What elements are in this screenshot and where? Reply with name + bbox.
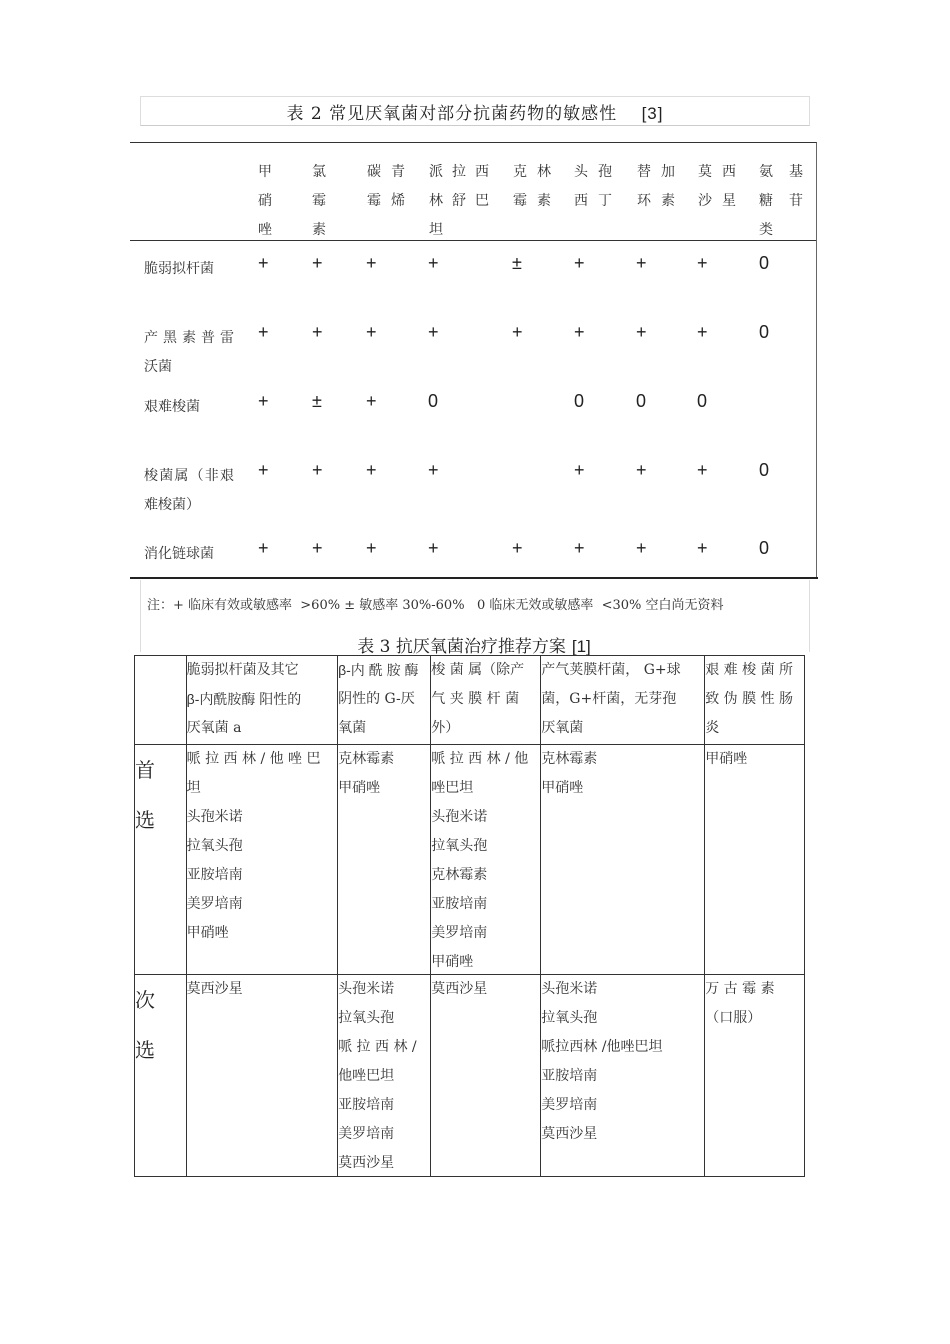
table3-cell: 头孢米诺 拉氧头孢 哌拉西林 /他唑巴坦 亚胺培南 美罗培南 莫西沙星	[541, 975, 705, 1177]
table2-header-tigecycline: 替 加 环素	[637, 164, 675, 209]
table2-row-label: 消化链球菌	[144, 546, 214, 562]
table3-cell: 莫西沙星	[186, 975, 337, 1177]
table2-cell: 0	[759, 538, 770, 558]
table3-cell: 莫西沙星	[431, 975, 541, 1177]
table3-title: 表 3 抗厌氧菌治疗推荐方案	[357, 637, 566, 657]
table2-cell: +	[312, 538, 323, 558]
table3-header-corner	[135, 656, 187, 745]
table2-row-label: 脆弱拟杆菌	[144, 261, 214, 277]
table2-cell: +	[697, 538, 708, 558]
table2-cell: +	[697, 253, 708, 273]
table2-cell: +	[258, 538, 269, 558]
table2-cell: +	[428, 253, 439, 273]
table3-header-blactamase-negative: β-内 酰 胺 酶 阴性的 G-厌 氧菌	[338, 656, 431, 745]
table2-cell: +	[512, 538, 523, 558]
table2-cell: +	[636, 460, 647, 480]
table2-header-metronidazole: 甲 硝 唑	[258, 164, 272, 238]
table2-cell: +	[636, 322, 647, 342]
table3-header-row	[135, 656, 805, 745]
table3-header-bacteroides: 脆弱拟杆菌及其它 β-内酰胺酶 阳性的 厌氧菌 a	[186, 656, 337, 745]
table2-cell: 0	[574, 391, 585, 411]
table3-ref: [1]	[571, 637, 591, 656]
table2-cell: 0	[759, 253, 770, 273]
table2-cell: +	[258, 253, 269, 273]
table2-cell: 0	[697, 391, 708, 411]
table3-title-box	[140, 632, 808, 657]
table3	[134, 655, 805, 1177]
table3-cell: 甲硝唑	[705, 745, 805, 975]
table2-cell: +	[258, 460, 269, 480]
table3-row-label: 首 选	[135, 745, 187, 975]
table2-cell: +	[428, 460, 439, 480]
table2-cell: +	[312, 322, 323, 342]
table2-header-moxifloxacin: 莫 西 沙星	[698, 164, 736, 209]
table2-title-box	[140, 96, 810, 126]
table3-cell: 万 古 霉 素 （口服）	[705, 975, 805, 1177]
table2-cell: +	[512, 322, 523, 342]
table2-row-label: 梭菌属（非艰 难梭菌）	[144, 468, 234, 513]
table3-row-label: 次 选	[135, 975, 187, 1177]
table2-header-clindamycin: 克 林 霉素	[513, 164, 551, 209]
table2-cell: +	[697, 322, 708, 342]
table3-cell: 哌 拉 西 林 / 他 唑 巴 坦 头孢米诺 拉氧头孢 亚胺培南 美罗培南 甲硝唑	[186, 745, 337, 975]
table2-cell: +	[428, 538, 439, 558]
table3-header-clostridium: 梭 菌 属（除产 气 夹 膜 杆 菌 外）	[431, 656, 541, 745]
table2-cell: +	[574, 322, 585, 342]
table2-cell: ±	[312, 391, 322, 411]
table3-cell: 哌 拉 西 林 / 他 唑巴坦 头孢米诺 拉氧头孢 克林霉素 亚胺培南 美罗培南 甲硝唑	[431, 745, 541, 975]
table2-cell: +	[366, 460, 377, 480]
table2-bottom-rule	[130, 577, 818, 579]
table2-cell: +	[636, 538, 647, 558]
table2-cell: 0	[759, 322, 770, 342]
table3-row-first-choice	[135, 745, 805, 975]
table2-header-chloramphenicol: 氯 霉 素	[312, 164, 326, 238]
table2-cell: +	[636, 253, 647, 273]
table2-cell: 0	[428, 391, 439, 411]
table2-cell: ±	[512, 253, 522, 273]
table2-cell: +	[574, 253, 585, 273]
table2-cell: +	[366, 322, 377, 342]
table2-cell: +	[312, 460, 323, 480]
table2-row-label: 艰难梭菌	[144, 399, 200, 415]
table2-cell: +	[258, 322, 269, 342]
table3-cell: 克林霉素 甲硝唑	[338, 745, 431, 975]
table2-header-aminoglycosides: 氨 基 糖 苷 类	[759, 164, 803, 238]
table2-header-piperacillin-sulbactam: 派 拉 西 林 舒 巴 坦	[429, 164, 489, 238]
table2-cell: +	[366, 253, 377, 273]
table2-cell: +	[366, 391, 377, 411]
table2-title: 表 2 常见厌氧菌对部分抗菌药物的敏感性	[286, 104, 618, 124]
table3-cell: 头孢米诺 拉氧头孢 哌 拉 西 林 / 他唑巴坦 亚胺培南 美罗培南 莫西沙星	[338, 975, 431, 1177]
table2-cell: +	[258, 391, 269, 411]
table2-row-label: 产 黑 素 普 雷 沃菌	[144, 330, 234, 375]
table2-ref: [3]	[641, 104, 664, 123]
table2-cell: +	[697, 460, 708, 480]
table2-cell: +	[574, 538, 585, 558]
table2-header-carbapenem: 碳 青 霉烯	[367, 164, 405, 209]
table3-header-cdiff: 艰 难 梭 菌 所 致 伪 膜 性 肠 炎	[705, 656, 805, 745]
table3-header-perfringens: 产气荚膜杆菌， G+球 菌，G+杆菌，无芽孢 厌氧菌	[541, 656, 705, 745]
table2-note: 注：+ 临床有效或敏感率 >60% ± 敏感率 30%-60% 0 临床无效或敏感率 <30% 空白尚无资料	[147, 598, 724, 613]
table3-cell: 克林霉素 甲硝唑	[541, 745, 705, 975]
table2-cell: +	[312, 253, 323, 273]
table2-cell: 0	[759, 460, 770, 480]
table2-cell: +	[366, 538, 377, 558]
table2-header-cefoxitin: 头 孢 西丁	[574, 164, 612, 209]
table2-cell: +	[428, 322, 439, 342]
table2-cell: 0	[636, 391, 647, 411]
table2-cell: +	[574, 460, 585, 480]
table3-row-second-choice	[135, 975, 805, 1177]
